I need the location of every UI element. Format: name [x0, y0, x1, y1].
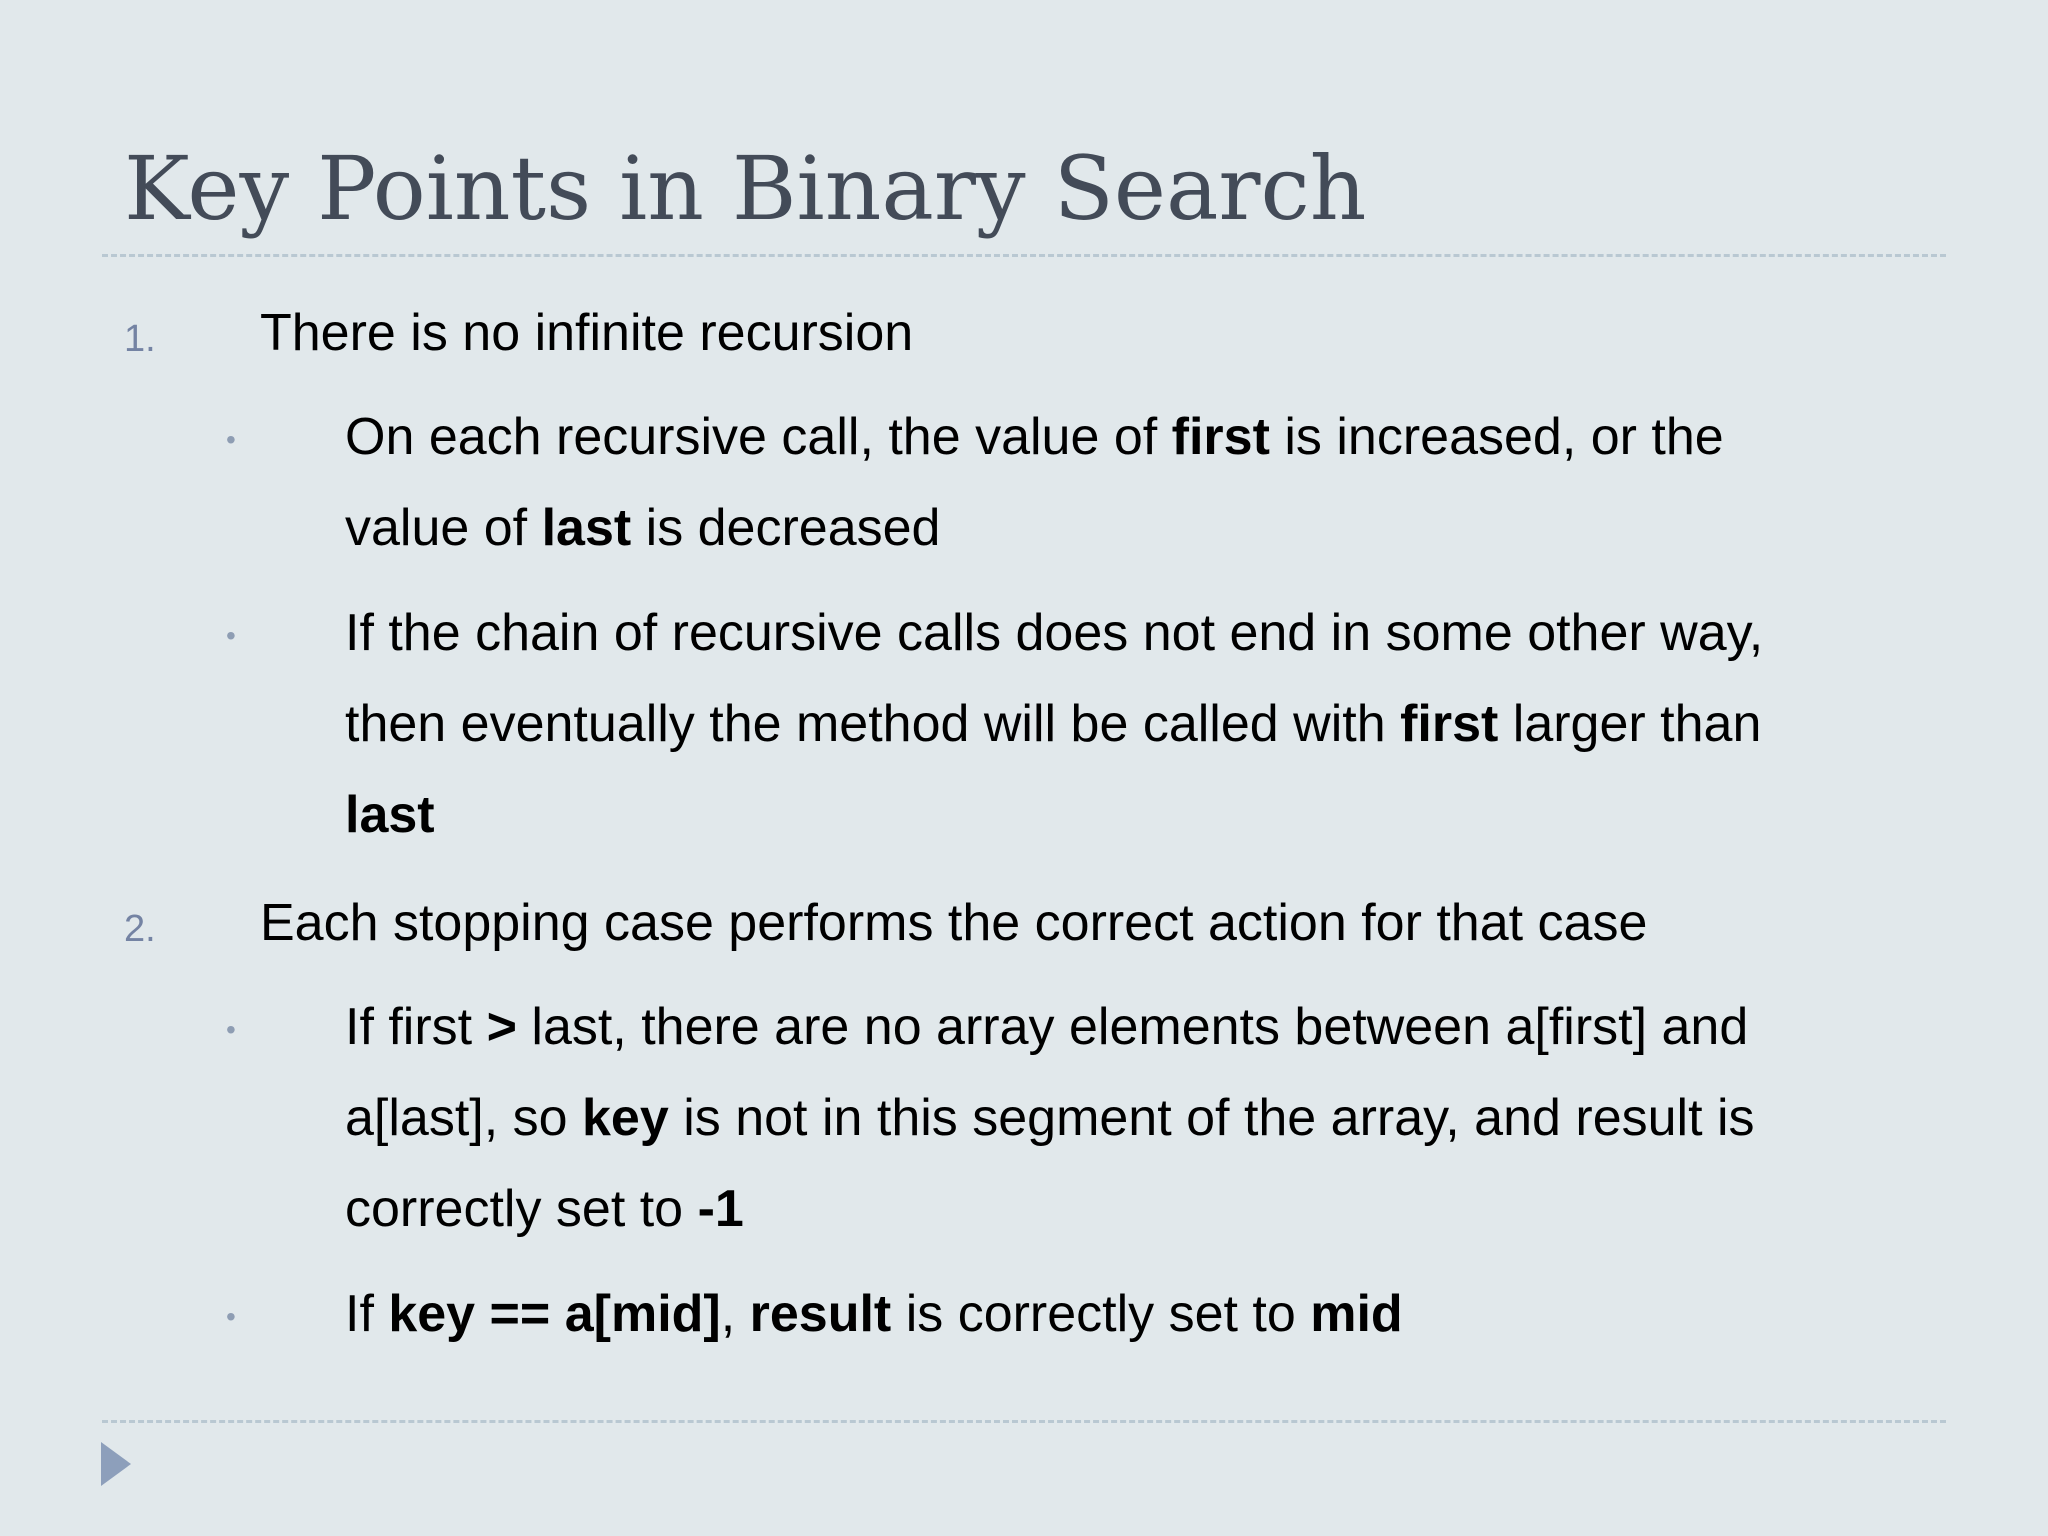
item-number: 1. — [124, 318, 156, 360]
bold-run: -1 — [697, 1180, 744, 1238]
bold-run: first — [1400, 695, 1499, 753]
item-text: There is no infinite recursion — [260, 304, 914, 362]
bold-run: key == a[mid] — [388, 1285, 721, 1343]
text-run: If the chain of recursive calls does not end in some other way, then eventually the method will be called with — [345, 604, 1764, 753]
bullet-icon: • — [226, 620, 236, 651]
bold-run: first — [1171, 408, 1270, 466]
bold-run: result — [749, 1285, 892, 1343]
text-run: is not in this segment of the array, and result is correctly set to — [345, 1089, 1755, 1238]
text-run: If first — [345, 998, 487, 1056]
bullet-icon: • — [226, 1014, 236, 1045]
slide-title: Key Points in Binary Search — [124, 137, 1367, 240]
bold-run: key — [582, 1089, 669, 1147]
triangle-right-icon — [101, 1442, 131, 1486]
sub-bullet-text — [345, 982, 1845, 1255]
text-run: , — [720, 1285, 750, 1343]
bold-run: mid — [1310, 1285, 1403, 1343]
text-run: is increased, or the value of — [345, 408, 1724, 557]
title-divider — [102, 254, 1946, 257]
text-run: If — [345, 1285, 389, 1343]
sub-bullet-text — [345, 392, 1845, 574]
bold-run: last — [541, 499, 632, 557]
item-number: 2. — [124, 908, 156, 950]
text-run: is decreased — [631, 499, 941, 557]
text-run: is correctly set to — [891, 1285, 1311, 1343]
bullet-icon: • — [226, 1301, 236, 1332]
text-run: last, there are no array elements between a[first] and a[last], so — [345, 998, 1749, 1147]
item-text: Each stopping case performs the correct action for that case — [260, 894, 1648, 952]
bold-run: > — [486, 998, 517, 1056]
footer-divider — [102, 1420, 1946, 1423]
bold-run: last — [345, 786, 435, 844]
text-run: On each recursive call, the value of — [345, 408, 1172, 466]
bullet-icon: • — [226, 424, 236, 455]
sub-bullet-text — [345, 1269, 1845, 1360]
sub-bullet-text — [345, 588, 1845, 861]
text-run: larger than — [1498, 695, 1762, 753]
